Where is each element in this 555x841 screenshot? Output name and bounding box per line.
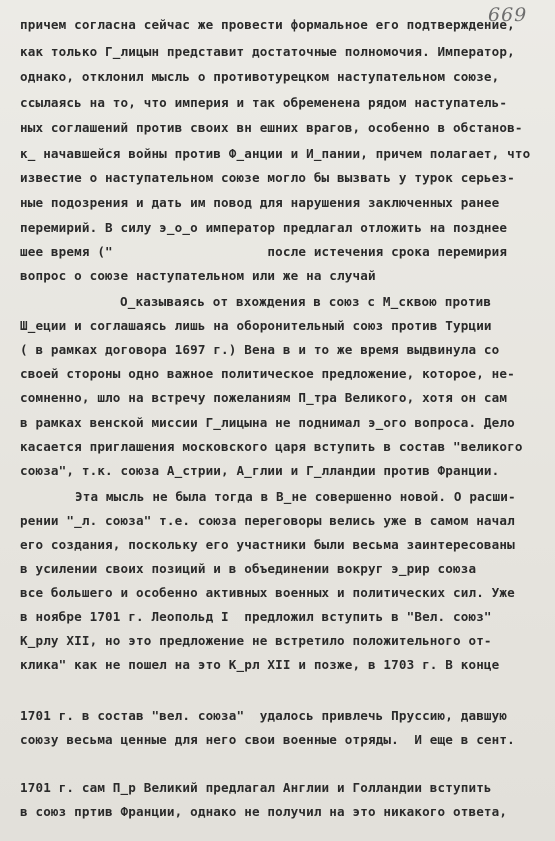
text-line: ные подозрения и дать им повод для нарушения заключенных ранее xyxy=(20,195,500,210)
text-line: в усилении своих позиций и в объединении вокруг э_рир союза xyxy=(20,561,477,576)
text-line: вопрос о союзе наступательном или же на случай xyxy=(20,268,376,283)
text-line: своей стороны одно важное политическое предложение, которое, не- xyxy=(20,366,515,381)
text-line: клика" как не пошел на это К_рл XII и позже, в 1703 г. В конце xyxy=(20,657,500,672)
text-line: ных соглашений против своих вн ешних врагов, особенно в обстанов- xyxy=(20,120,523,135)
text-line: перемирий. В силу э_о_о император предлагал отложить на позднее xyxy=(20,220,508,235)
text-line: О_казываясь от вхождения в союз с М_сквою против xyxy=(120,294,492,309)
text-line: сомненно, шло на встречу пожеланиям П_тра Великого, хотя он сам xyxy=(20,390,508,405)
text-line: Эта мысль не была тогда в В_не совершенно новой. О расши- xyxy=(75,489,516,504)
text-line: ссылаясь на то, что империя и так обременена рядом наступатель- xyxy=(20,95,508,110)
text-line: касается приглашения московского царя вступить в состав "великого xyxy=(20,439,523,454)
text-line: к_ начавшейся войны против Ф_анции и И_пании, причем полагает, что xyxy=(20,146,531,161)
text-line: в союз пртив Франции, однако не получил на это никакого ответа, xyxy=(20,804,508,819)
text-line: как только Г_лицын представит достаточные полномочия. Император, xyxy=(20,44,515,59)
text-line: рении "_л. союза" т.е. союза переговоры велись уже в самом начал xyxy=(20,513,515,528)
text-line: К_рлу XII, но это предложение не встретило положительного от- xyxy=(20,633,492,648)
text-line: 1701 г. в состав "вел. союза" удалось привлечь Пруссию, давшую xyxy=(20,708,508,723)
page-number: 669 xyxy=(488,4,528,26)
text-line: Ш_еции и соглашаясь лишь на оборонительный союз против Турции xyxy=(20,318,492,333)
text-line: причем согласна сейчас же провести формальное его подтверждение, xyxy=(20,17,515,32)
text-line: союза", т.к. союза А_стрии, А_глии и Г_лландии против Франции. xyxy=(20,463,500,478)
text-line: союзу весьма ценные для него свои военные отряды. И еще в сент. xyxy=(20,732,515,747)
text-line: шее время (" после истечения срока перемирия xyxy=(20,244,508,259)
text-line: в рамках венской миссии Г_лицына не поднимал э_ого вопроса. Дело xyxy=(20,415,515,430)
text-line: его создания, поскольку его участники были весьма заинтересованы xyxy=(20,537,515,552)
text-line: все большего и особенно активных военных и политических сил. Уже xyxy=(20,585,515,600)
text-line: ( в рамках договора 1697 г.) Вена в и то же время выдвинула со xyxy=(20,342,500,357)
text-line: однако, отклонил мысль о противотурецком наступательном союзе, xyxy=(20,69,500,84)
text-line: 1701 г. сам П_р Великий предлагал Англии и Голландии вступить xyxy=(20,780,492,795)
text-line: известие о наступательном союзе могло бы вызвать у турок серьез- xyxy=(20,170,515,185)
text-line: в ноябре 1701 г. Леопольд I предложил вступить в "Вел. союз" xyxy=(20,609,492,624)
